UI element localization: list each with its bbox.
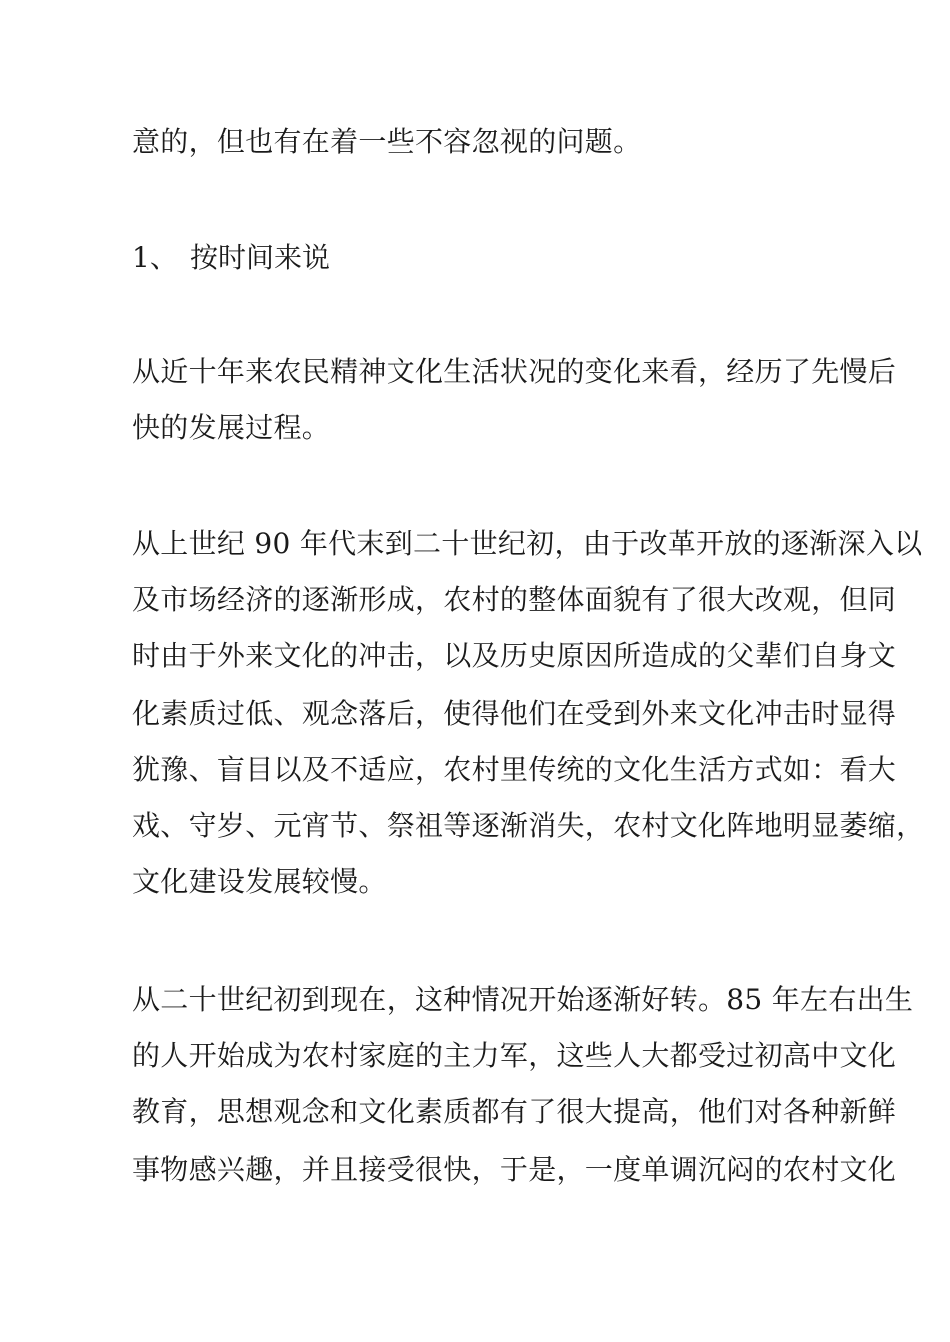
paragraph-1-line-2: 快的发展过程。	[132, 411, 331, 444]
section-heading-title: 按时间来说	[190, 241, 331, 274]
paragraph-2-line-3: 时由于外来文化的冲击，以及历史原因所造成的父辈们自身文	[132, 639, 897, 672]
paragraph-2-line-2: 及市场经济的逐渐形成，农村的整体面貌有了很大改观，但同	[132, 583, 897, 616]
paragraph-2-line-7: 文化建设发展较慢。	[132, 865, 387, 898]
paragraph-3-line-1: 从二十世纪初到现在，这种情况开始逐渐好转。85 年左右出生	[132, 983, 914, 1016]
section-heading-number: 1、	[132, 241, 178, 274]
paragraph-2-line-6: 戏、守岁、元宵节、祭祖等逐渐消失，农村文化阵地明显萎缩，	[132, 809, 925, 842]
paragraph-2-line-4: 化素质过低、观念落后，使得他们在受到外来文化冲击时显得	[132, 697, 897, 730]
paragraph-1-line-1: 从近十年来农民精神文化生活状况的变化来看，经历了先慢后	[132, 355, 897, 388]
paragraph-2-line-5: 犹豫、盲目以及不适应，农村里传统的文化生活方式如：看大	[132, 753, 897, 786]
intro-line: 意的，但也有在着一些不容忽视的问题。	[132, 125, 642, 158]
paragraph-2-line-1: 从上世纪 90 年代末到二十世纪初，由于改革开放的逐渐深入以	[132, 527, 923, 560]
paragraph-3-line-4: 事物感兴趣，并且接受很快，于是，一度单调沉闷的农村文化	[132, 1153, 897, 1186]
paragraph-3-line-2: 的人开始成为农村家庭的主力军，这些人大都受过初高中文化	[132, 1039, 897, 1072]
paragraph-3-line-3: 教育，思想观念和文化素质都有了很大提高，他们对各种新鲜	[132, 1095, 897, 1128]
